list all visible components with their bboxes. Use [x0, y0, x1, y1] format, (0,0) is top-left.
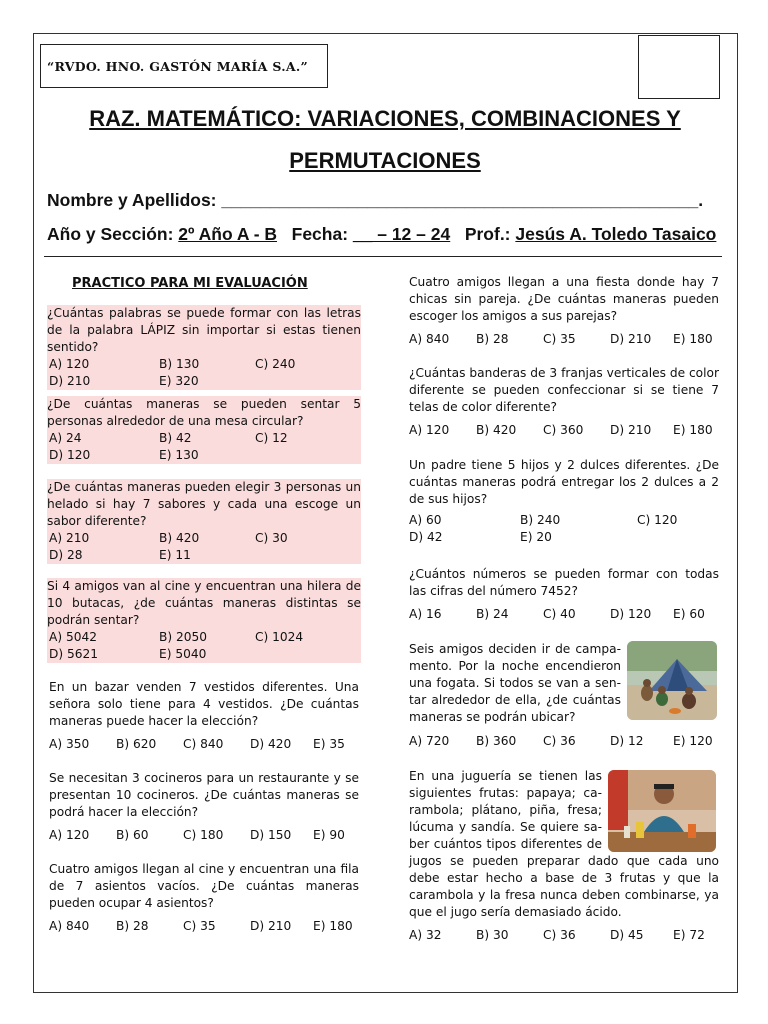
option: B) 28	[476, 332, 509, 346]
option: E) 72	[673, 928, 705, 942]
options-row	[49, 736, 359, 753]
option: A) 120	[49, 828, 90, 842]
date-label: Fecha:	[291, 224, 353, 244]
question-stem: ¿De cuántas maneras pueden elegir 3 personas un helado si hay 7 sabores y cada una escoge un sabor diferente?	[47, 480, 361, 528]
question-stem: ¿Cuántos números se pueden formar con todas las cifras del número 7452?	[409, 567, 719, 598]
question-stem: En un bazar venden 7 vestidos diferentes. Una señora solo tiene para 4 vestidos. ¿De cuántas maneras puede hacer la elección?	[49, 680, 359, 728]
year-label: Año y Sección:	[47, 224, 179, 244]
option: B) 620	[116, 737, 157, 751]
options-row	[409, 733, 719, 750]
option: E) 320	[159, 374, 199, 388]
option: E) 180	[673, 423, 713, 437]
question-card	[409, 457, 719, 546]
option: C) 36	[543, 734, 576, 748]
info-line	[47, 224, 716, 245]
option: C) 12	[255, 431, 288, 445]
option: B) 42	[159, 431, 192, 445]
option: C) 840	[183, 737, 224, 751]
question-stem: En una juguería se tienen las siguientes frutas: papaya; ca-rambola; plátano, piña, fresa; lúcuma y sandía. Se quiere sa-ber cuántos tipos diferentes de jugos se pueden preparar dado que cada uno debe estar hecho a base de 3 frutas y que la carambola y la fresa nunca deben combinarse, ya que el jugo sería demasiado ácido.	[409, 769, 719, 919]
question-card	[49, 770, 359, 844]
option: C) 180	[183, 828, 224, 842]
option: E) 120	[673, 734, 713, 748]
option: A) 210	[49, 531, 90, 545]
option: C) 35	[183, 919, 216, 933]
options-row	[409, 529, 719, 546]
worksheet-title-line2: PERMUTACIONES	[289, 148, 481, 173]
header-divider	[44, 256, 722, 257]
option: D) 5621	[49, 647, 99, 661]
option: D) 120	[49, 448, 91, 462]
options-row	[409, 512, 719, 529]
options-row	[47, 629, 361, 646]
option: C) 120	[637, 513, 678, 527]
option: B) 130	[159, 357, 200, 371]
option: B) 2050	[159, 630, 208, 644]
prof-label: Prof.:	[464, 224, 516, 244]
option: A) 5042	[49, 630, 97, 644]
option: D) 120	[610, 607, 652, 621]
option: E) 130	[159, 448, 199, 462]
options-row	[409, 927, 719, 944]
options-row	[49, 827, 359, 844]
option: B) 420	[476, 423, 517, 437]
option: E) 20	[520, 530, 552, 544]
option: A) 120	[409, 423, 450, 437]
question-card	[47, 479, 361, 564]
question-card	[47, 578, 361, 663]
option: C) 360	[543, 423, 584, 437]
option: E) 35	[313, 737, 345, 751]
option: D) 12	[610, 734, 644, 748]
option: A) 16	[409, 607, 442, 621]
option: B) 360	[476, 734, 517, 748]
blank-code-box	[638, 35, 720, 99]
question-stem: Cuatro amigos llegan al cine y encuentran una fila de 7 asientos vacíos. ¿De cuántas maneras pueden ocupar 4 asientos?	[49, 862, 359, 910]
worksheet-title-line1: RAZ. MATEMÁTICO: VARIACIONES, COMBINACIONES Y	[89, 106, 681, 131]
school-name-box	[40, 44, 328, 88]
option: C) 40	[543, 607, 576, 621]
option: C) 35	[543, 332, 576, 346]
option: E) 180	[673, 332, 713, 346]
option: A) 840	[49, 919, 90, 933]
question-stem: Si 4 amigos van al cine y encuentran una hilera de 10 butacas, ¿de cuántas maneras distintas se podrán sentar?	[47, 579, 361, 627]
option: D) 210	[49, 374, 91, 388]
question-stem: Un padre tiene 5 hijos y 2 dulces diferentes. ¿De cuántas maneras podrá entregar los 2 dulces a 2 de sus hijos?	[409, 458, 719, 506]
option: E) 5040	[159, 647, 207, 661]
question-card	[409, 641, 621, 726]
option: A) 60	[409, 513, 442, 527]
question-stem: Se necesitan 3 cocineros para un restaurante y se presentan 10 cocineros. ¿De cuántas maneras se podrá hacer la elección?	[49, 771, 359, 819]
options-row	[47, 646, 361, 663]
options-row	[409, 331, 719, 348]
option: A) 840	[409, 332, 450, 346]
options-row	[409, 606, 719, 623]
option: E) 60	[673, 607, 705, 621]
option: D) 28	[49, 548, 83, 562]
option: D) 210	[610, 332, 652, 346]
question-card	[49, 861, 359, 935]
option: A) 24	[49, 431, 82, 445]
options-row	[47, 530, 361, 547]
option: E) 180	[313, 919, 353, 933]
option: B) 60	[116, 828, 149, 842]
photo-float-spacer	[602, 768, 719, 852]
prof-value: Jesús A. Toledo Tasaico	[515, 224, 717, 244]
section-title: PRACTICO PARA MI EVALUACIÓN	[72, 276, 308, 291]
options-row	[49, 918, 359, 935]
campfire-photo	[627, 641, 717, 720]
options-block	[409, 733, 719, 750]
question-card	[49, 679, 359, 753]
question-stem: ¿Cuántas palabras se puede formar con las letras de la palabra LÁPIZ sin importar si estas tienen sentido?	[47, 306, 361, 354]
options-row	[47, 547, 361, 564]
option: B) 420	[159, 531, 200, 545]
option: C) 30	[255, 531, 288, 545]
option: D) 420	[250, 737, 292, 751]
question-stem: ¿Cuántas banderas de 3 franjas verticales de color diferente se pueden confeccionar si se tiene 7 telas de color diferente?	[409, 366, 719, 414]
question-card	[409, 365, 719, 439]
option: B) 28	[116, 919, 149, 933]
question-card	[409, 274, 719, 348]
options-row	[409, 422, 719, 439]
option: E) 11	[159, 548, 191, 562]
option: A) 350	[49, 737, 90, 751]
name-line	[47, 190, 703, 211]
option: C) 36	[543, 928, 576, 942]
option: D) 45	[610, 928, 644, 942]
option: B) 24	[476, 607, 509, 621]
option: C) 240	[255, 357, 296, 371]
name-label: Nombre y Apellidos:	[47, 190, 222, 210]
option: D) 42	[409, 530, 443, 544]
date-value: __ – 12 – 24	[352, 224, 451, 244]
option: B) 240	[520, 513, 561, 527]
options-row	[47, 356, 361, 373]
school-name: “RVDO. HNO. GASTÓN MARÍA S.A.”	[47, 58, 308, 74]
option: A) 120	[49, 357, 90, 371]
option: A) 720	[409, 734, 450, 748]
options-row	[47, 430, 361, 447]
options-row	[47, 373, 361, 390]
question-card	[47, 396, 361, 464]
question-stem: Cuatro amigos llegan a una fiesta donde hay 7 chicas sin pareja. ¿De cuántas maneras pueden escoger los amigos a sus parejas?	[409, 275, 719, 323]
name-blank: _________________________________________________.	[221, 190, 704, 210]
option: A) 32	[409, 928, 442, 942]
question-stem: Seis amigos deciden ir de campa-mento. Por la noche encendieron una fogata. Si todos se van a sen-tar alrededor de ella, ¿de cuántas maneras se podrán ubicar?	[409, 642, 621, 724]
option: D) 150	[250, 828, 292, 842]
question-stem: ¿De cuántas maneras se pueden sentar 5 personas alrededor de una mesa circular?	[47, 397, 361, 428]
question-card	[409, 566, 719, 623]
option: E) 90	[313, 828, 345, 842]
question-card	[47, 305, 361, 390]
question-card	[409, 768, 719, 944]
options-row	[47, 447, 361, 464]
option: D) 210	[250, 919, 292, 933]
option: D) 210	[610, 423, 652, 437]
option: B) 30	[476, 928, 509, 942]
option: C) 1024	[255, 630, 304, 644]
year-value: 2º Año A - B	[178, 224, 278, 244]
